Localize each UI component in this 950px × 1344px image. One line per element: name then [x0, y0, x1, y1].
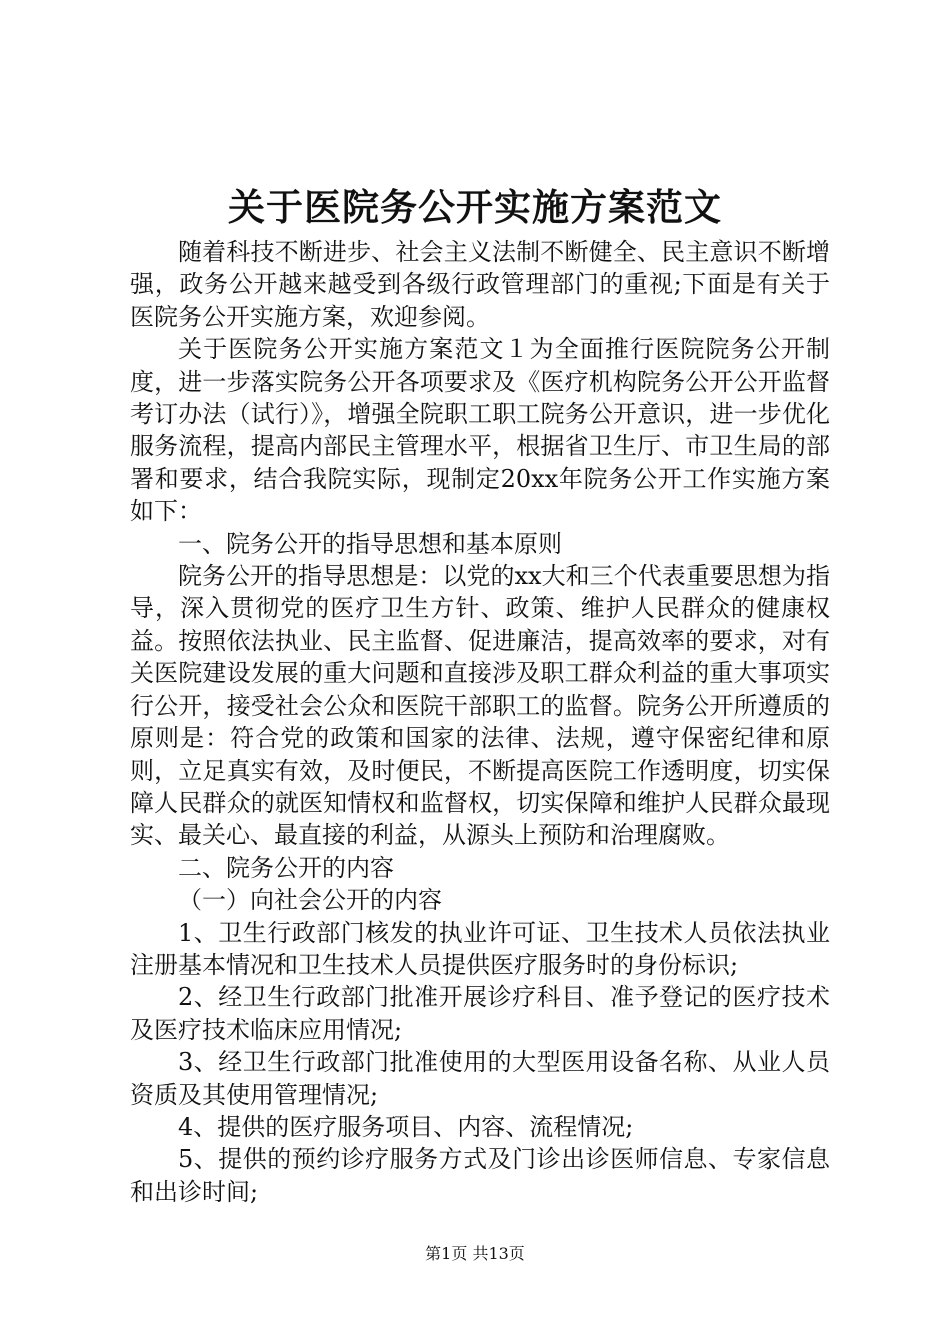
list-item: 3、经卫生行政部门批准使用的大型医用设备名称、从业人员资质及其使用管理情况; — [130, 1048, 830, 1109]
list-item: 5、提供的预约诊疗服务方式及门诊出诊医师信息、专家信息和出诊时间; — [130, 1145, 830, 1206]
paragraph-plan-1: 关于医院务公开实施方案范文１为全面推行医院院务公开制度，进一步落实院务公开各项要求及《医疗机构院务公开公开监督考订办法（试行）》，增强全院职工职工院务公开意识，进一步优化服务流程，提高内部民主管理水平，根据省卫生厅、市卫生局的部署和要求，结合我院实际，现制定20xx年院务公开工作实施方案如下： — [130, 335, 830, 526]
section-heading-1: 一、院务公开的指导思想和基本原则 — [178, 529, 562, 558]
document-title: 关于医院务公开实施方案范文 — [228, 185, 722, 229]
document-body — [130, 236, 830, 1208]
subsection-heading-1: （一）向社会公开的内容 — [178, 886, 442, 915]
list-item: 1、卫生行政部门核发的执业许可证、卫生技术人员依法执业注册基本情况和卫生技术人员提供医疗服务时的身份标识; — [130, 918, 830, 979]
list-item: 2、经卫生行政部门批准开展诊疗科目、准予登记的医疗技术及医疗技术临床应用情况; — [130, 983, 830, 1044]
section-heading-2: 二、院务公开的内容 — [178, 853, 394, 882]
paragraph-intro: 随着科技不断进步、社会主义法制不断健全、民主意识不断增强，政务公开越来越受到各级行政管理部门的重视;下面是有关于医院务公开实施方案，欢迎参阅。 — [130, 238, 830, 331]
paragraph-principles: 院务公开的指导思想是：以党的xx大和三个代表重要思想为指导，深入贯彻党的医疗卫生方针、政策、维护人民群众的健康权益。按照依法执业、民主监督、促进廉洁，提高效率的要求，对有关医院建设发展的重大问题和直接涉及职工群众利益的重大事项实行公开，接受社会公众和医院干部职工的监督。院务公开所遵质的原则是：符合党的政策和国家的法律、法规，遵守保密纪律和原则，立足真实有效，及时便民，不断提高医院工作透明度，切实保障人民群众的就医知情权和监督权，切实保障和维护人民群众最现实、最关心、最直接的利益，从源头上预防和治理腐败。 — [130, 562, 830, 850]
list-item: 4、提供的医疗服务项目、内容、流程情况; — [178, 1112, 634, 1141]
page-number: 第1页 共13页 — [425, 1244, 525, 1263]
